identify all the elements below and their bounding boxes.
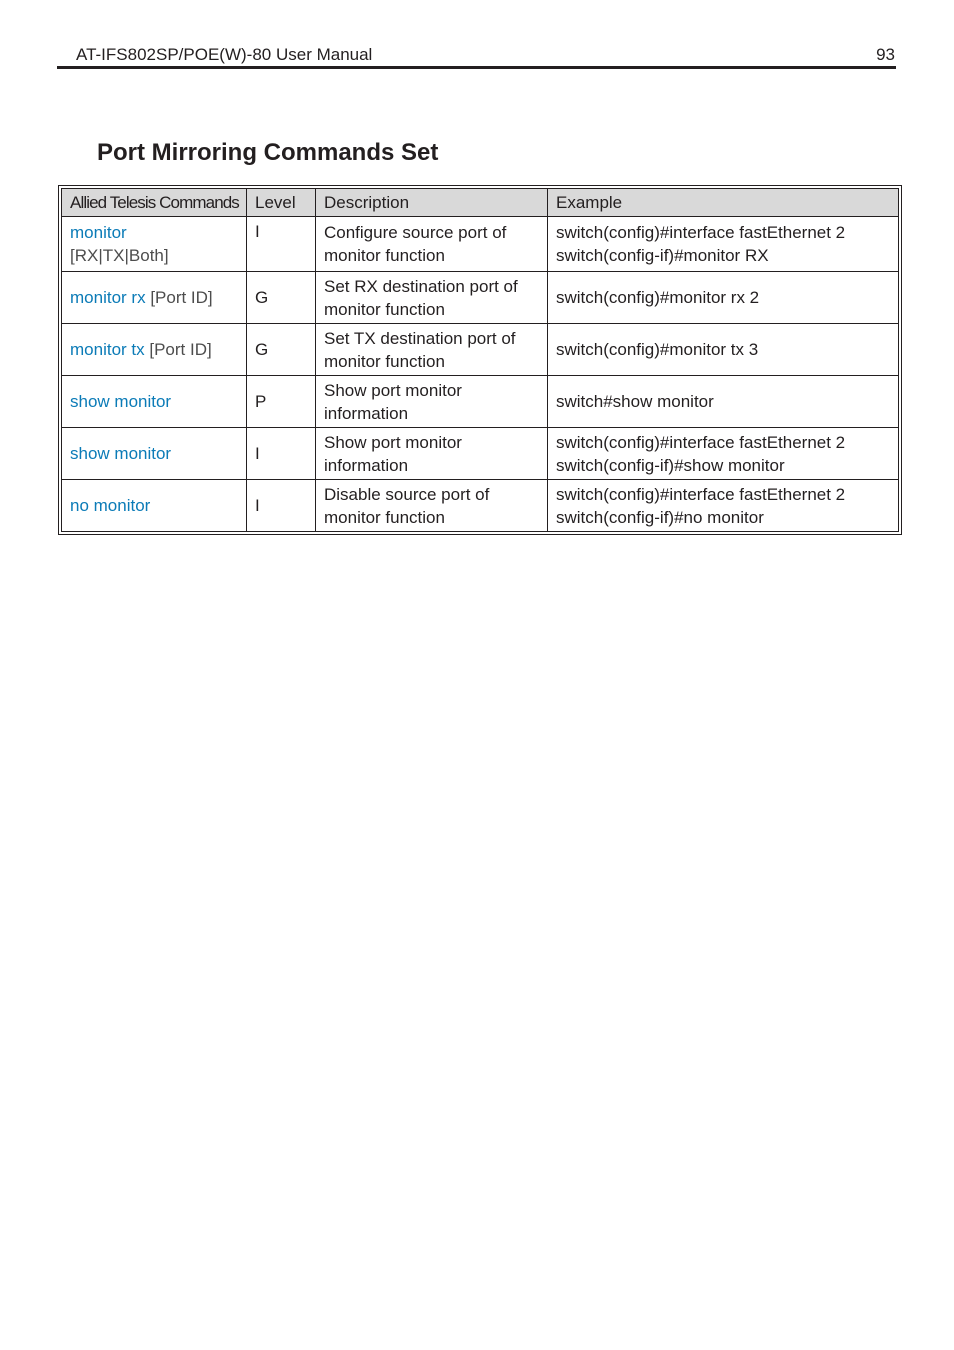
- command-keyword: show monitor: [70, 392, 172, 411]
- example-cell: [548, 428, 899, 480]
- level-cell: G: [247, 272, 316, 324]
- description-line: monitor function: [324, 351, 445, 371]
- example-line: switch(config)#interface fastEthernet 2: [556, 223, 846, 242]
- command-cell: [62, 272, 247, 324]
- example-line: switch(config-if)#show monitor: [556, 455, 785, 475]
- level-cell: I: [247, 428, 316, 480]
- command-keyword: monitor rx: [70, 288, 146, 307]
- section-title: Port Mirroring Commands Set: [97, 139, 439, 166]
- column-header-description: Description: [316, 189, 548, 217]
- header-rule: [57, 66, 896, 69]
- table-row: [62, 272, 899, 324]
- description-cell: [316, 480, 548, 532]
- document-title: AT-IFS802SP/POE(W)-80 User Manual: [76, 45, 373, 64]
- command-cell: [62, 324, 247, 376]
- description-cell: [316, 428, 548, 480]
- command-keyword: monitor: [70, 223, 127, 242]
- example-line: switch(config)#interface fastEthernet 2: [556, 484, 846, 504]
- page-number: 93: [876, 45, 895, 64]
- level-cell: I: [247, 480, 316, 532]
- command-keyword: no monitor: [70, 496, 151, 515]
- command-args: [RX|TX|Both]: [70, 246, 169, 265]
- example-line: switch(config)#interface fastEthernet 2: [556, 432, 846, 452]
- example-cell: [548, 376, 899, 428]
- commands-table-frame: [58, 185, 902, 535]
- example-cell: [548, 324, 899, 376]
- example-cell: [548, 272, 899, 324]
- description-cell: [316, 324, 548, 376]
- table-header-row: [62, 189, 899, 217]
- level-cell: I: [247, 217, 316, 272]
- example-cell: [548, 480, 899, 532]
- command-keyword: show monitor: [70, 444, 172, 463]
- table-row: [62, 324, 899, 376]
- example-line: switch(config)#monitor rx 2: [556, 288, 760, 307]
- command-args: [Port ID]: [150, 288, 213, 307]
- description-line: information: [324, 455, 409, 475]
- description-cell: [316, 272, 548, 324]
- description-cell: [316, 376, 548, 428]
- description-line: Configure source port of: [324, 223, 507, 242]
- column-header-example: Example: [548, 189, 899, 217]
- description-line: Disable source port of: [324, 484, 490, 504]
- command-cell: [62, 217, 247, 272]
- commands-table: [61, 188, 899, 532]
- description-line: Show port monitor: [324, 380, 462, 400]
- example-line: switch#show monitor: [556, 392, 714, 411]
- column-header-level: Level: [247, 189, 316, 217]
- running-header: [76, 44, 895, 66]
- description-line: monitor function: [324, 299, 445, 319]
- description-line: Show port monitor: [324, 432, 462, 452]
- description-line: Set RX destination port of: [324, 276, 518, 296]
- description-cell: [316, 217, 548, 272]
- command-keyword: monitor tx: [70, 340, 145, 359]
- table-row: [62, 217, 899, 272]
- description-line: Set TX destination port of: [324, 328, 516, 348]
- table-row: [62, 376, 899, 428]
- description-line: monitor function: [324, 246, 445, 265]
- level-cell: P: [247, 376, 316, 428]
- example-line: switch(config-if)#monitor RX: [556, 246, 769, 265]
- example-line: switch(config-if)#no monitor: [556, 507, 764, 527]
- command-cell: [62, 428, 247, 480]
- example-line: switch(config)#monitor tx 3: [556, 340, 759, 359]
- command-cell: [62, 480, 247, 532]
- example-cell: [548, 217, 899, 272]
- description-line: information: [324, 403, 409, 423]
- command-args: [Port ID]: [149, 340, 212, 359]
- table-row: [62, 480, 899, 532]
- description-line: monitor function: [324, 507, 445, 527]
- column-header-commands: Allied Telesis Commands: [62, 189, 247, 217]
- table-row: [62, 428, 899, 480]
- command-cell: [62, 376, 247, 428]
- level-cell: G: [247, 324, 316, 376]
